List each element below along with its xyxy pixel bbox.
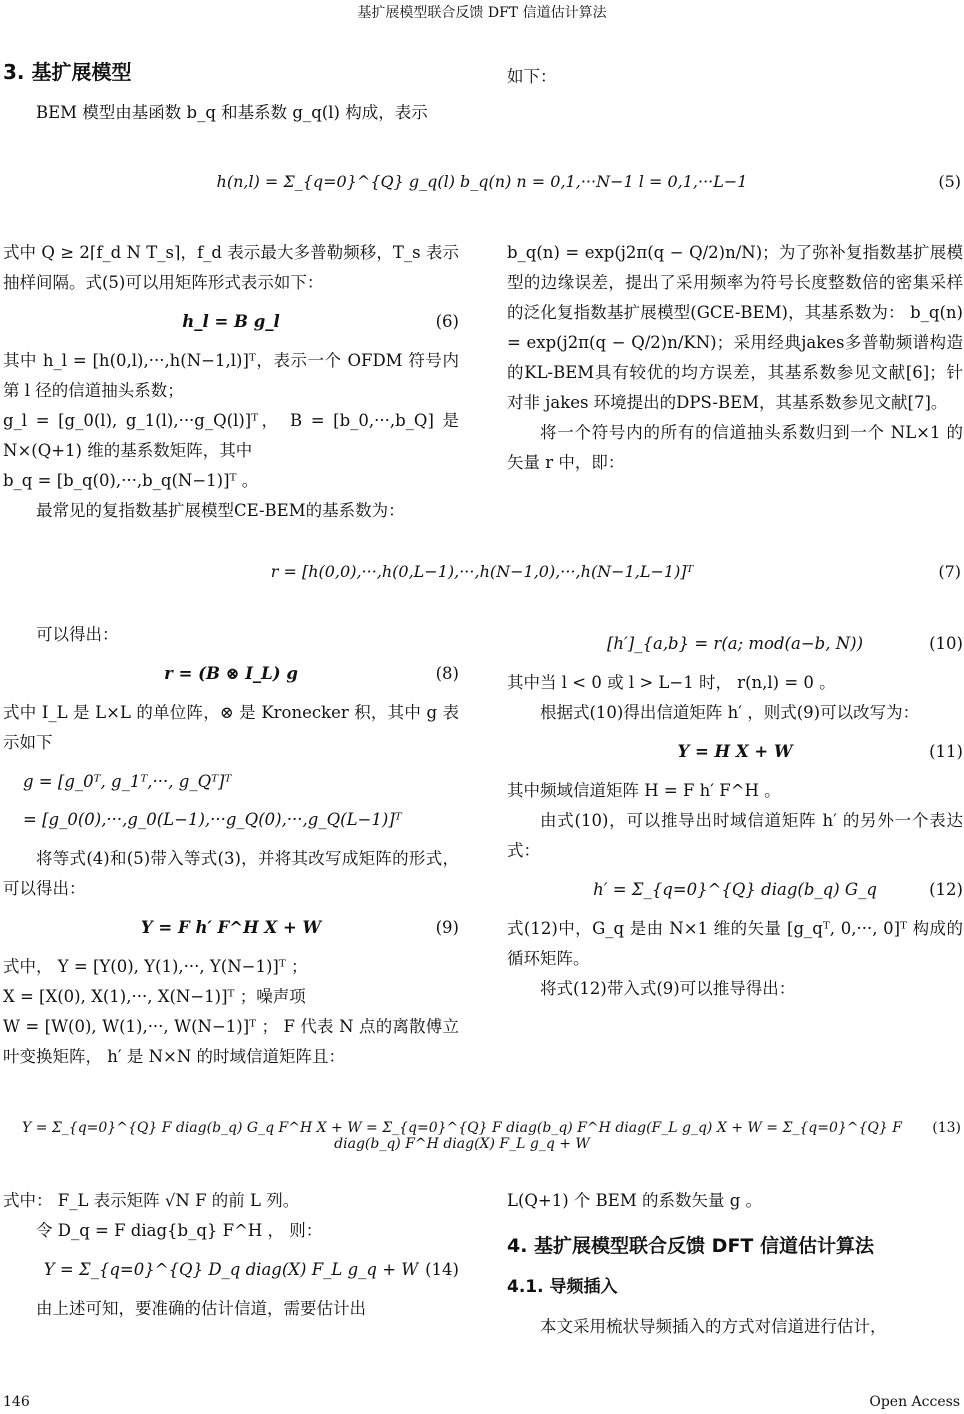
equation-14 — [3, 1256, 459, 1284]
paragraph: 式中， Y = [Y(0), Y(1),···, Y(N−1)]ᵀ ； — [3, 957, 308, 976]
equation-number: (5) — [938, 172, 961, 191]
paragraph: 最常见的复指数基扩展模型CE-BEM的基系数为： — [36, 501, 405, 520]
paragraph: 由式(10)，可以推导出时域信道矩阵 h′ 的另外一个表达式： — [507, 811, 963, 860]
equation-12 — [507, 876, 963, 904]
paragraph: 如下： — [507, 67, 557, 86]
equation-g-line-1 — [3, 768, 459, 796]
equation-number: (12) — [929, 880, 963, 899]
left-column-top — [3, 56, 459, 128]
equation-10 — [507, 630, 963, 658]
equation-text: r = (B ⊗ I_L) g — [164, 664, 298, 683]
equation-5 — [3, 172, 961, 191]
left-column-c — [3, 1186, 459, 1324]
left-column-a — [3, 238, 459, 526]
equation-g-line-2 — [3, 806, 459, 834]
equation-number: (14) — [425, 1260, 459, 1279]
paragraph: W = [W(0), W(1),···, W(N−1)]ᵀ ； F 代表 N 点的离散傅立叶变换矩阵， h′ 是 N×N 的时域信道矩阵且： — [3, 1017, 459, 1066]
paragraph: 令 D_q = F diag{b_q} F^H ， 则： — [36, 1221, 323, 1240]
right-column-c — [507, 1186, 963, 1342]
paragraph: 式中： F_L 表示矩阵 √N F 的前 L 列。 — [3, 1191, 300, 1210]
equation-text: Y = Σ_{q=0}^{Q} D_q diag(X) F_L g_q + W — [43, 1260, 419, 1279]
section-4-heading: 4. 基扩展模型联合反馈 DFT 信道估计算法 — [507, 1235, 874, 1257]
equation-text: Y = H X + W — [677, 742, 793, 761]
paragraph: L(Q+1) 个 BEM 的系数矢量 g 。 — [507, 1191, 763, 1210]
equation-6 — [3, 308, 459, 336]
equation-text: h′ = Σ_{q=0}^{Q} diag(b_q) G_q — [593, 880, 877, 899]
equation-8 — [3, 660, 459, 688]
equation-text: r = [h(0,0),···,h(0,L−1),···,h(N−1,0),···,h(N−1,L−1)]ᵀ — [270, 562, 694, 581]
left-column-b — [3, 620, 459, 1072]
paragraph: 本文采用梳状导频插入的方式对信道进行估计， — [540, 1317, 887, 1336]
paragraph: BEM 模型由基函数 b_q 和基系数 g_q(l) 构成，表示 — [36, 103, 428, 122]
equation-7 — [3, 562, 961, 581]
paragraph: 其中当 l < 0 或 l > L−1 时， r(n,l) = 0 。 — [507, 673, 836, 692]
equation-text: [h′]_{a,b} = r(a; mod(a−b, N)) — [606, 634, 864, 653]
equation-text: = [g_0(0),···,g_0(L−1),···g_Q(0),···,g_Q(L−1)]ᵀ — [23, 810, 402, 829]
section-4-1-heading: 4.1. 导频插入 — [507, 1277, 618, 1297]
equation-number: (13) — [932, 1120, 961, 1136]
paragraph: b_q(n) = exp(j2π(q − Q/2)n/N)；为了弥补复指数基扩展模型的边缘误差，提出了采用频率为符号长度整数倍的密集采样的泛化复指数基扩展模型(GCE-BEM)，其基系数为： b_q(n) = exp(j2π(q − Q/2)n/KN)；采用经典jakes多普勒频谱构造的KL-BEM具有较优的均方误差，其基系数参见文献[6]；针对非 jakes 环境提出的DPS-BEM，其基系数参见文献[7]。 — [507, 243, 963, 412]
publisher-label: Open Access — [869, 1394, 960, 1410]
right-column-b — [507, 620, 963, 1004]
equation-11 — [507, 738, 963, 766]
paragraph: 式(12)中，G_q 是由 N×1 维的矢量 [g_qᵀ, 0,···, 0]ᵀ 构成的循环矩阵。 — [507, 919, 963, 968]
equation-number: (9) — [435, 918, 459, 937]
paragraph: 可以得出： — [36, 625, 119, 644]
paragraph: 其中频域信道矩阵 H = F h′ F^H 。 — [507, 781, 781, 800]
page-number: 146 — [3, 1394, 30, 1410]
equation-13 — [3, 1120, 961, 1152]
paragraph: b_q = [b_q(0),···,b_q(N−1)]ᵀ 。 — [3, 471, 259, 490]
equation-text: Y = Σ_{q=0}^{Q} F diag(b_q) G_q F^H X + W = Σ_{q=0}^{Q} F diag(b_q) F^H diag(F_L g_q) X + W = Σ_{q=0}^{Q} F diag(b_q) F^H diag(X) F_L g_q + W — [22, 1120, 902, 1152]
equation-number: (8) — [435, 664, 459, 683]
paragraph: 由上述可知，要准确的估计信道，需要估计出 — [36, 1299, 366, 1318]
paragraph: 根据式(10)得出信道矩阵 h′ ，则式(9)可以改写为： — [540, 703, 920, 722]
paragraph: 将一个符号内的所有的信道抽头系数归到一个 NL×1 的矢量 r 中，即： — [507, 423, 963, 472]
paragraph: 式中 I_L 是 L×L 的单位阵，⊗ 是 Kronecker 积，其中 g 表示如下 — [3, 703, 459, 752]
paragraph: g_l = [g_0(l), g_1(l),···g_Q(l)]ᵀ， B = [b_0,···,b_Q] 是 N×(Q+1) 维的基系数矩阵，其中 — [3, 411, 459, 460]
equation-number: (7) — [938, 562, 961, 581]
paragraph: 将式(12)带入式(9)可以推导得出： — [540, 979, 796, 998]
right-column-a — [507, 238, 963, 478]
paragraph: 将等式(4)和(5)带入等式(3)，并将其改写成矩阵的形式，可以得出： — [3, 849, 459, 898]
equation-number: (6) — [435, 312, 459, 331]
running-title: 基扩展模型联合反馈 DFT 信道估计算法 — [357, 5, 607, 21]
right-column-top — [507, 62, 963, 92]
equation-number: (11) — [929, 742, 963, 761]
equation-9 — [3, 914, 459, 942]
section-3-heading: 3. 基扩展模型 — [3, 60, 132, 84]
equation-number: (10) — [929, 634, 963, 653]
paragraph: 式中 Q ≥ 2⌈f_d N T_s⌉，f_d 表示最大多普勒频移，T_s 表示抽样间隔。式(5)可以用矩阵形式表示如下： — [3, 243, 459, 292]
equation-text: h_l = B g_l — [182, 312, 280, 331]
paragraph: X = [X(0), X(1),···, X(N−1)]ᵀ ；噪声项 — [3, 987, 306, 1006]
paragraph: 其中 h_l = [h(0,l),···,h(N−1,l)]ᵀ，表示一个 OFDM 符号内第 l 径的信道抽头系数； — [3, 351, 459, 400]
equation-text: g = [g_0ᵀ, g_1ᵀ,···, g_Qᵀ]ᵀ — [23, 772, 232, 791]
equation-text: h(n,l) = Σ_{q=0}^{Q} g_q(l) b_q(n) n = 0,1,···N−1 l = 0,1,···L−1 — [216, 172, 748, 191]
equation-text: Y = F h′ F^H X + W — [140, 918, 322, 937]
